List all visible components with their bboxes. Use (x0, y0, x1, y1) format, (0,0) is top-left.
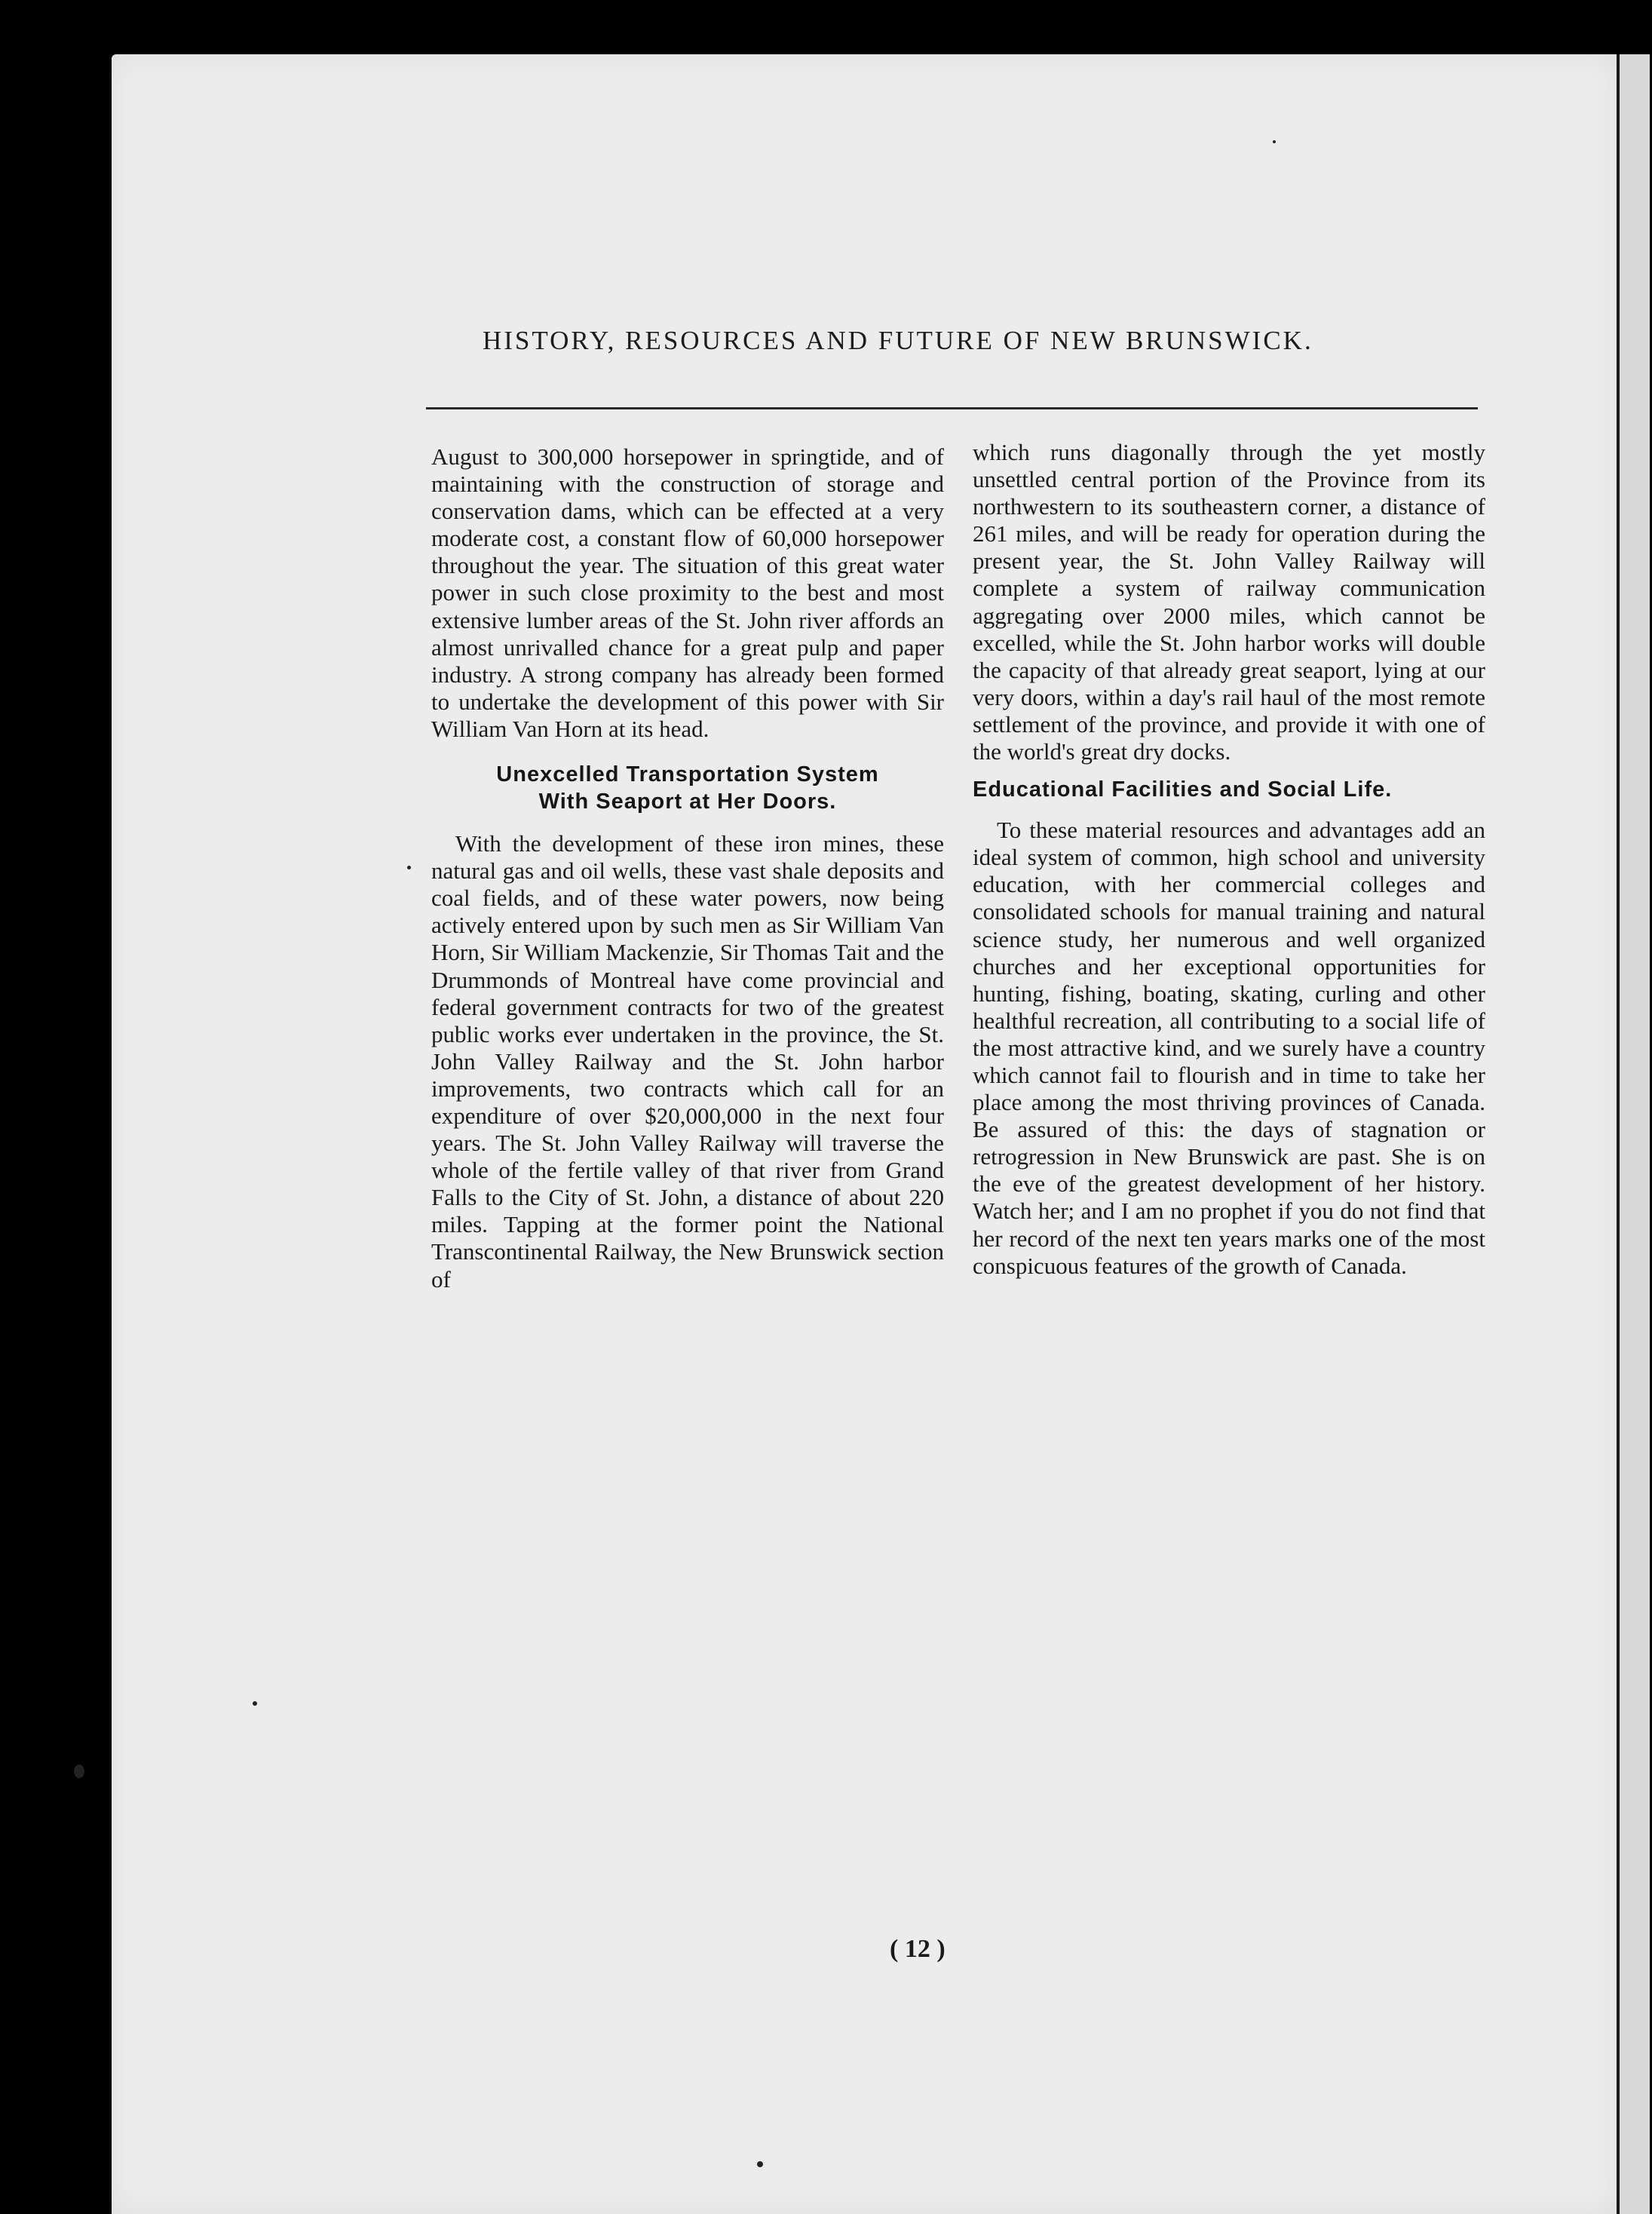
left-section-heading (431, 761, 944, 815)
right-paragraph-2: To these material resources and advantages add an ideal system of common, high school and university education, with her commercial colleges and consolidated schools for manual training and natural science study, her numerous and well organized churches and her exceptional opportunities for hunting, fishing, boating, skating, curling and other healthful recreation, all contributing to a social life of the most attractive kind, and we surely have a country which cannot fail to flourish and in time to take her place among the most thriving provinces of Canada. Be assured of this: the days of stagnation or retrogression in New Brunswick are past. She is on the eve of the greatest development of her history. Watch her; and I am no prophet if you do not find that her record of the next ten years marks one of the most conspicuous features of the growth of Canada. (973, 817, 1485, 1279)
left-paragraph-1: August to 300,000 horsepower in springtide, and of maintaining with the construction of storage and conservation dams, which can be effected at a very moderate cost, a constant flow of 60,000 horsepower throughout the year. The situation of this great water power in such close proximity to the best and most extensive lumber areas of the St. John river affords an almost unrivalled chance for a great pulp and paper industry. A strong company has already been formed to undertake the development of this power with Sir William Van Horn at its head. (431, 443, 944, 742)
scan-speck (1273, 140, 1276, 143)
right-paragraph-1: which runs diagonally through the yet mostly unsettled central portion of the Province from its northwestern to its southeastern corner, a distance of 261 miles, and will be ready for operation during the present year, the St. John Valley Railway will complete a system of railway communication aggregating over 2000 miles, which cannot be excelled, while the St. John harbor works will double the capacity of that already great seaport, lying at our very doors, within a day's rail haul of the most remote settlement of the province, and provide it with one of the world's great dry docks. (973, 439, 1485, 765)
right-column (973, 439, 1485, 1280)
page-edge-strip (1617, 54, 1650, 2214)
scan-speck (757, 2161, 763, 2167)
left-column (431, 443, 944, 1293)
scan-speck (74, 1765, 84, 1778)
scan-speck (407, 866, 411, 869)
left-heading-line-1: Unexcelled Transportation System (496, 762, 879, 787)
page-number: ( 12 ) (890, 1935, 946, 1963)
right-section-heading: Educational Facilities and Social Life. (973, 777, 1393, 802)
running-head: HISTORY, RESOURCES AND FUTURE OF NEW BRUNSWICK. (483, 326, 1313, 355)
header-rule (426, 407, 1478, 409)
left-heading-line-2: With Seaport at Her Doors. (538, 790, 837, 814)
left-paragraph-2: With the development of these iron mines, these natural gas and oil wells, these vast shale deposits and coal fields, and of these water powers, now being actively entered upon by such men as Sir William Van Horn, Sir William Mackenzie, Sir Thomas Tait and the Drummonds of Montreal have come provincial and federal government contracts for two of the greatest public works ever undertaken in the province, the St. John Valley Railway and the St. John harbor improvements, two contracts which call for an expenditure of over $20,000,000 in the next four years. The St. John Valley Railway will traverse the whole of the fertile valley of that river from Grand Falls to the City of St. John, a distance of about 220 miles. Tapping at the former point the National Transcontinental Railway, the New Brunswick section of (431, 830, 944, 1293)
scan-speck (253, 1701, 257, 1706)
